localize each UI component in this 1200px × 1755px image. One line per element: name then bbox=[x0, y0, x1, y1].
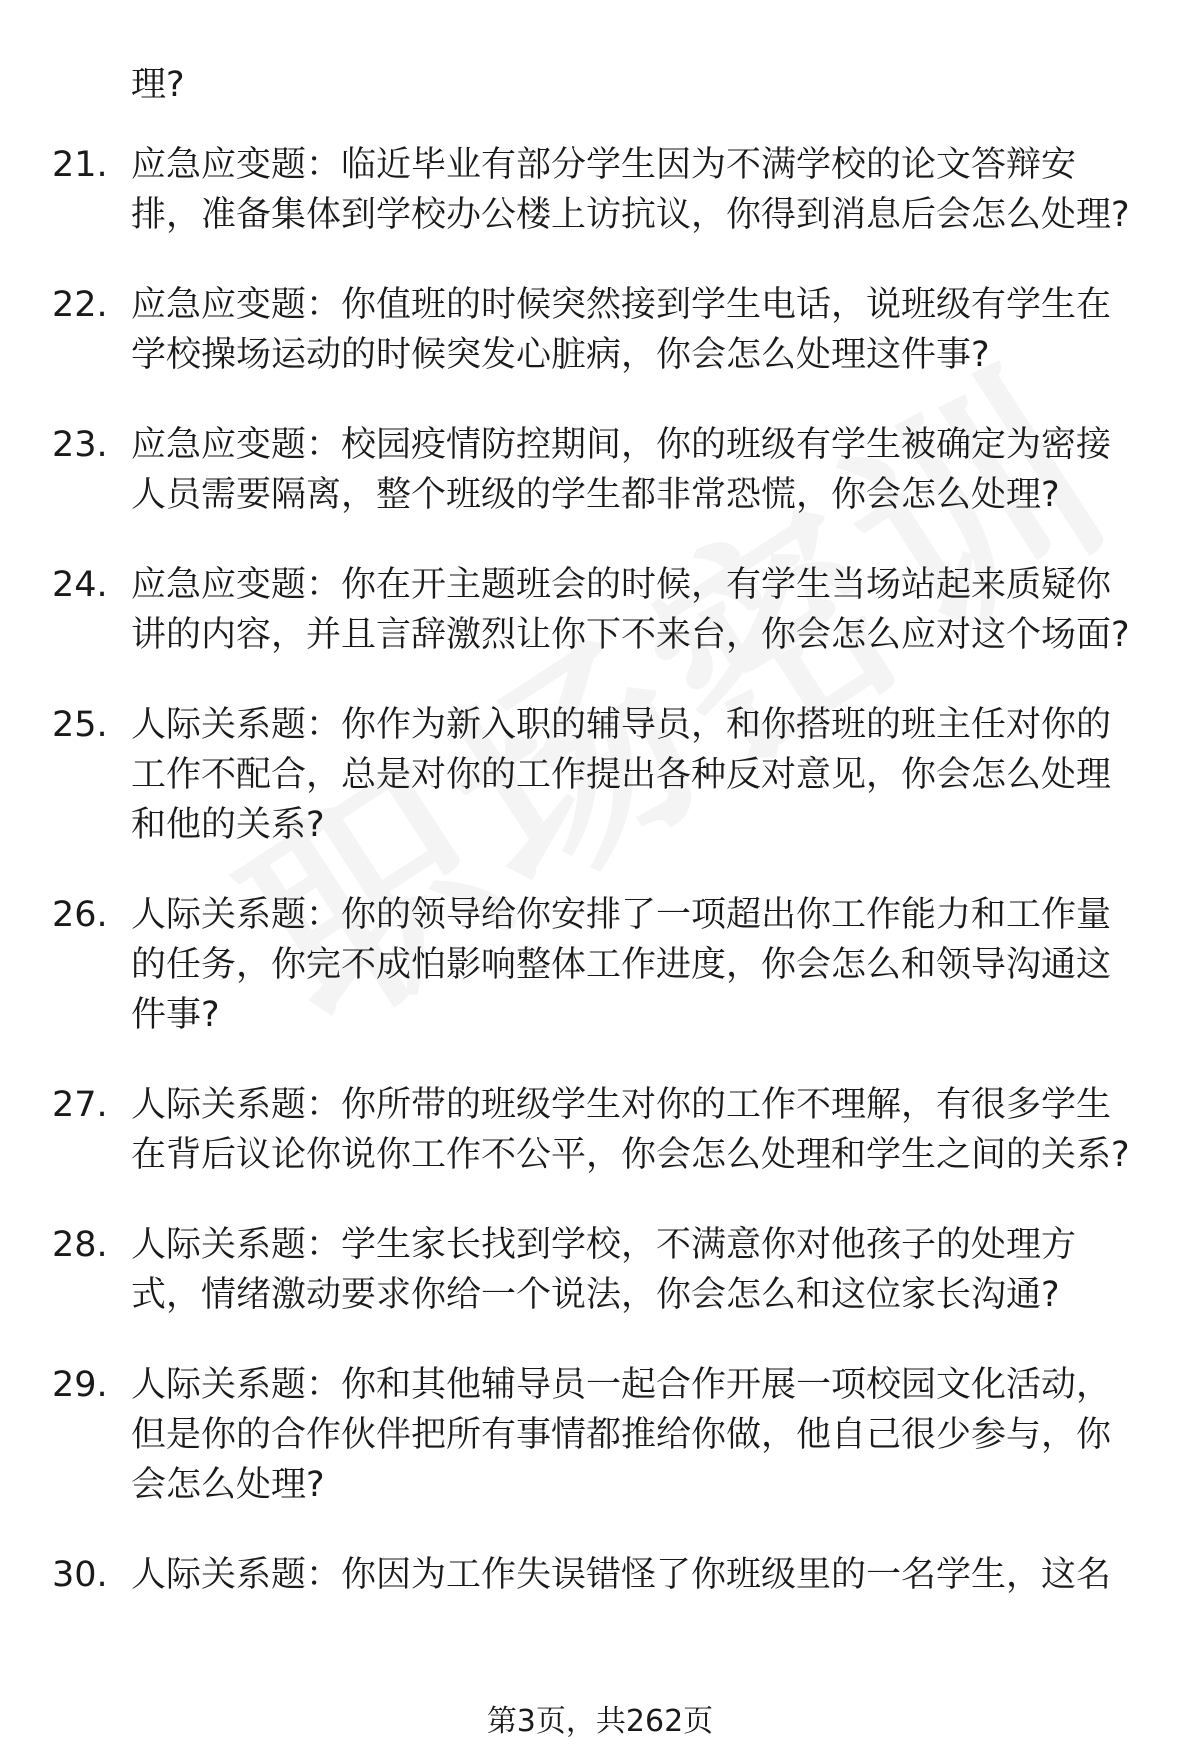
question-number: 21. bbox=[52, 145, 108, 185]
question-number: 26. bbox=[52, 895, 108, 935]
question-text: 人际关系题：你因为工作失误错怪了你班级里的一名学生，这名 bbox=[131, 1555, 1112, 1595]
question-item bbox=[0, 140, 1200, 240]
question-item bbox=[0, 1360, 1200, 1510]
question-number: 23. bbox=[52, 425, 108, 465]
question-item bbox=[0, 560, 1200, 660]
question-number: 27. bbox=[52, 1085, 108, 1125]
question-item bbox=[0, 890, 1200, 1040]
question-text: 应急应变题：你值班的时候突然接到学生电话，说班级有学生在学校操场运动的时候突发心脏病，你会怎么处理这件事? bbox=[131, 285, 1112, 375]
question-text: 人际关系题：你作为新入职的辅导员，和你搭班的班主任对你的工作不配合，总是对你的工作提出各种反对意见，你会怎么处理和他的关系? bbox=[131, 705, 1112, 845]
question-text: 应急应变题：校园疫情防控期间，你的班级有学生被确定为密接人员需要隔离，整个班级的学生都非常恐慌，你会怎么处理? bbox=[131, 425, 1112, 515]
question-number: 24. bbox=[52, 565, 108, 605]
question-number: 29. bbox=[52, 1365, 108, 1405]
question-text: 人际关系题：你所带的班级学生对你的工作不理解，有很多学生在背后议论你说你工作不公平，你会怎么处理和学生之间的关系? bbox=[131, 1085, 1130, 1175]
question-item bbox=[0, 1080, 1200, 1180]
question-item bbox=[0, 1550, 1200, 1600]
page-footer: 第3页，共262页 bbox=[486, 1704, 714, 1739]
question-item bbox=[0, 420, 1200, 520]
question-list bbox=[0, 140, 1200, 1640]
question-text: 人际关系题：你的领导给你安排了一项超出你工作能力和工作量的任务，你完不成怕影响整体工作进度，你会怎么和领导沟通这件事? bbox=[131, 895, 1112, 1035]
question-number: 30. bbox=[52, 1555, 108, 1595]
question-text: 应急应变题：你在开主题班会的时候，有学生当场站起来质疑你讲的内容，并且言辞激烈让你下不来台，你会怎么应对这个场面? bbox=[131, 565, 1130, 655]
question-item bbox=[0, 700, 1200, 850]
question-item bbox=[0, 280, 1200, 380]
question-text: 人际关系题：你和其他辅导员一起合作开展一项校园文化活动，但是你的合作伙伴把所有事情都推给你做，他自己很少参与，你会怎么处理? bbox=[131, 1365, 1112, 1505]
question-number: 28. bbox=[52, 1225, 108, 1265]
question-number: 25. bbox=[52, 705, 108, 745]
question-number: 22. bbox=[52, 285, 108, 325]
question-text: 人际关系题：学生家长找到学校，不满意你对他孩子的处理方式，情绪激动要求你给一个说法，你会怎么和这位家长沟通? bbox=[131, 1225, 1077, 1315]
continuation-text: 理? bbox=[131, 65, 185, 105]
question-text: 应急应变题：临近毕业有部分学生因为不满学校的论文答辩安排，准备集体到学校办公楼上访抗议，你得到消息后会怎么处理? bbox=[131, 145, 1130, 235]
question-item bbox=[0, 1220, 1200, 1320]
